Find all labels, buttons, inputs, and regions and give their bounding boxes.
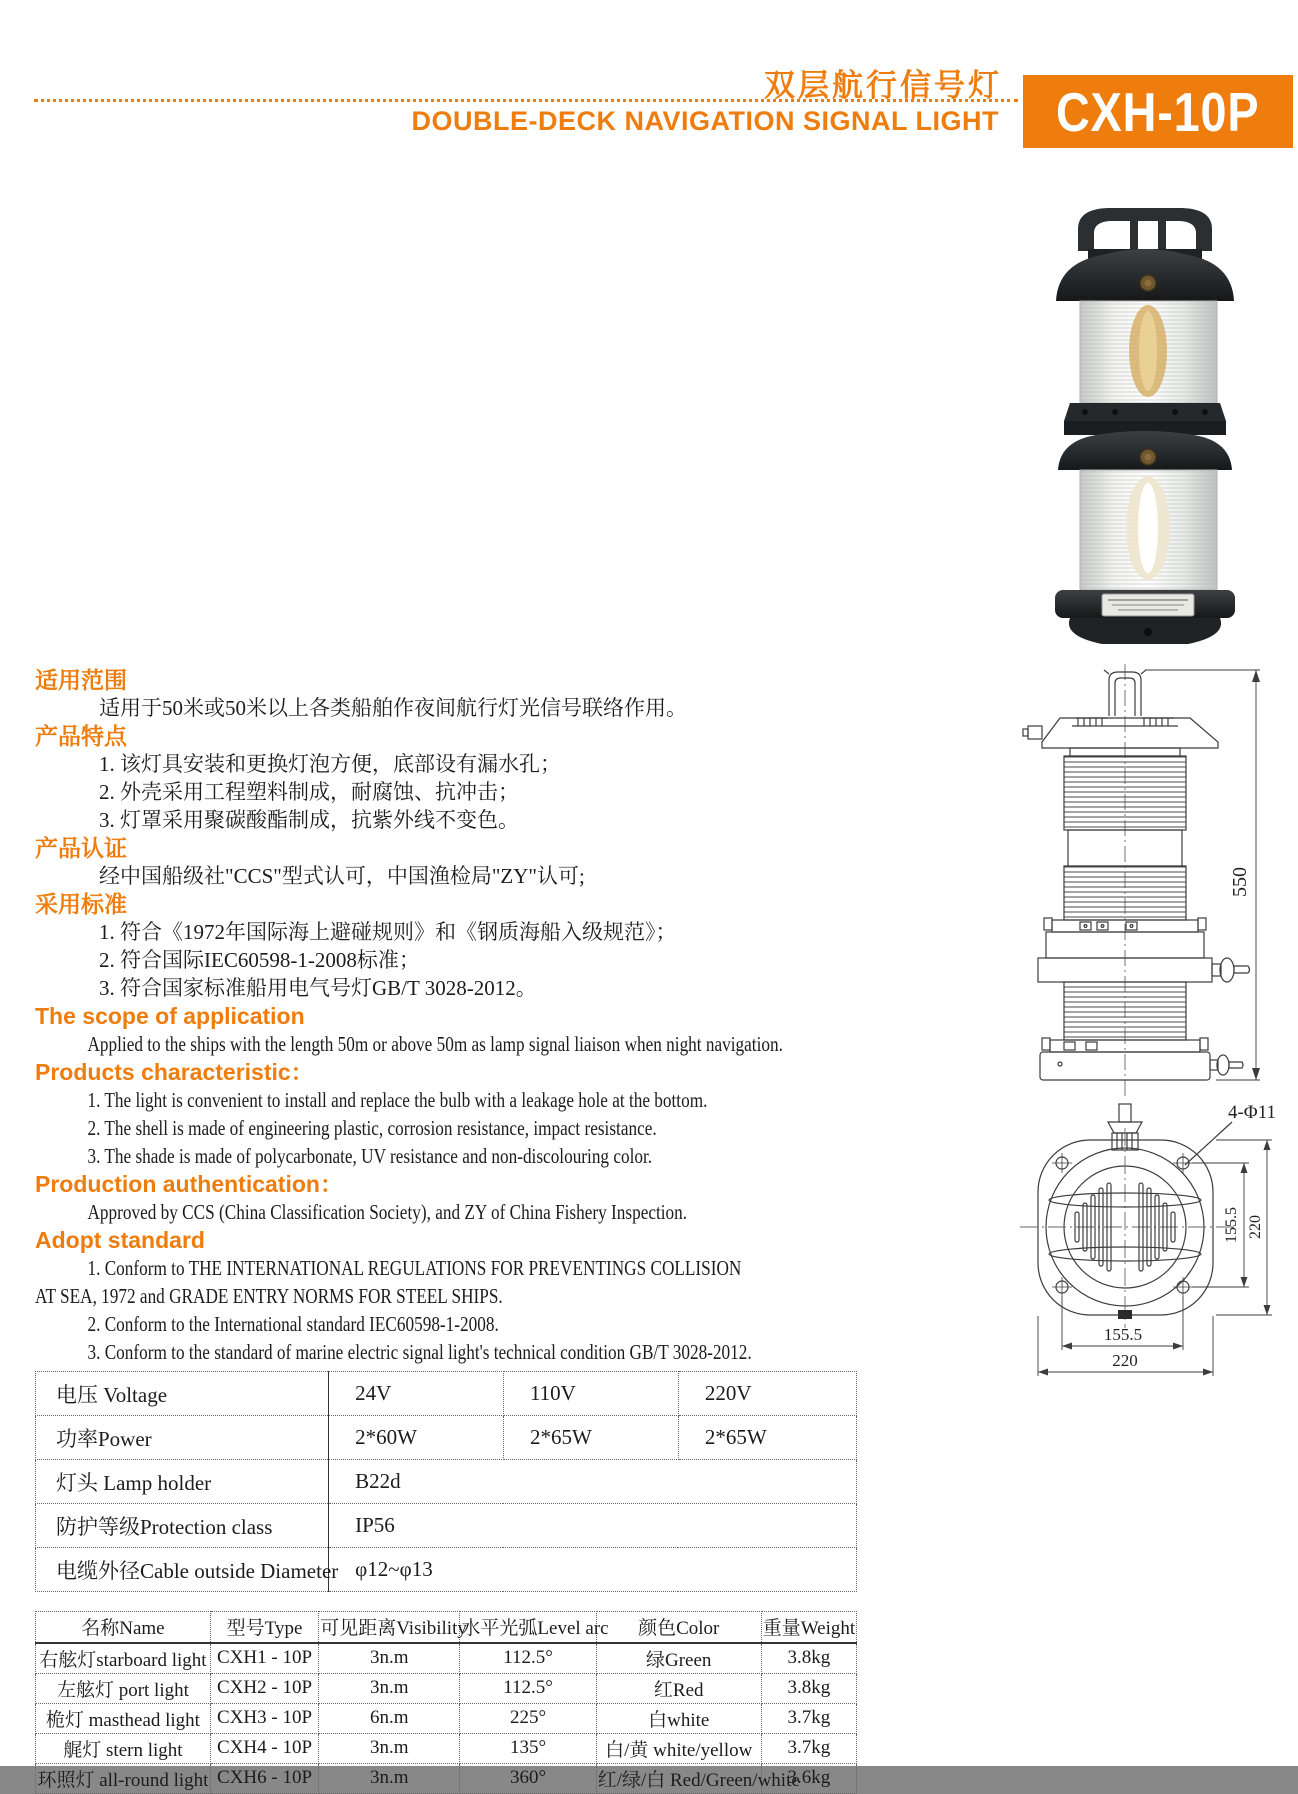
section-heading-standard-cn: 采用标准 <box>35 891 127 917</box>
table-row <box>36 1673 857 1703</box>
header-cell: 重量Weight <box>761 1612 856 1643</box>
cell: 6n.m <box>319 1703 460 1733</box>
cell: 白/黄 white/yellow <box>596 1733 761 1763</box>
section-line: Approved by CCS (China Classification Society), and ZY of China Fishery Inspection. <box>87 1200 688 1224</box>
section-heading-scope-en: The scope of application <box>35 1003 305 1029</box>
section-line: 1. 符合《1972年国际海上避碰规则》和《钢质海船入级规范》； <box>99 920 677 944</box>
cell: CXH1 - 10P <box>210 1643 318 1674</box>
dim-155-right-label: 155.5 <box>1223 1207 1240 1243</box>
section-heading-features-cn: 产品特点 <box>35 723 127 749</box>
header-cell: 型号Type <box>210 1612 318 1643</box>
section-heading-certification-cn: 产品认证 <box>35 835 127 861</box>
cell: 112.5° <box>460 1673 596 1703</box>
cell: CXH4 - 10P <box>210 1733 318 1763</box>
section-heading-standard-en: Adopt standard <box>35 1227 205 1253</box>
header-cell: 可见距离Visibility <box>319 1612 460 1643</box>
cell: 红Red <box>596 1673 761 1703</box>
cell: 3n.m <box>319 1763 460 1793</box>
header-cell: 颜色Color <box>596 1612 761 1643</box>
bottom-view-drawing <box>1020 1100 1280 1390</box>
cell: 左舷灯 port light <box>36 1673 211 1703</box>
electrical-spec-table <box>35 1371 857 1592</box>
cell: 艉灯 stern light <box>36 1733 211 1763</box>
side-view-svg <box>1020 660 1270 1100</box>
section-line: 3. 灯罩采用聚碳酸酯制成，抗紫外线不变色。 <box>99 808 519 832</box>
table-row <box>36 1416 857 1460</box>
cell: 3.6kg <box>761 1763 856 1793</box>
dim-550-label: 550 <box>1229 867 1251 897</box>
cell: 3n.m <box>319 1733 460 1763</box>
section-heading-characteristic-en: Products characteristic： <box>35 1059 314 1085</box>
bottom-view-svg <box>1020 1100 1280 1390</box>
spec-value: IP56 <box>329 1504 857 1548</box>
section-line: 2. The shell is made of engineering plastic, corrosion resistance, impact resistance. <box>87 1116 657 1140</box>
section-line: 1. Conform to THE INTERNATIONAL REGULATIONS FOR PREVENTINGS COLLISION <box>87 1256 742 1280</box>
header-cell: 名称Name <box>36 1612 211 1643</box>
table-row <box>36 1733 857 1763</box>
model-variants-table <box>35 1611 857 1794</box>
cell: 3n.m <box>319 1643 460 1674</box>
cell: 3n.m <box>319 1673 460 1703</box>
section-line: 1. The light is convenient to install and replace the bulb with a leakage hole at the bottom. <box>87 1088 708 1112</box>
section-line: 适用于50米或50米以上各类船舶作夜间航行灯光信号联络作用。 <box>99 696 687 720</box>
model-number: CXH-10P <box>1056 80 1260 143</box>
section-heading-scope-cn: 适用范围 <box>35 667 127 693</box>
dim-holes-label: 4-Φ11 <box>1227 1102 1277 1123</box>
table-header-row <box>36 1612 857 1643</box>
spec-value: 110V <box>503 1372 678 1416</box>
dim-220-bottom-label: 220 <box>1112 1351 1138 1370</box>
spec-value: 220V <box>678 1372 856 1416</box>
cell: CXH6 - 10P <box>210 1763 318 1793</box>
spec-label: 防护等级Protection class <box>36 1504 329 1548</box>
spec-value: φ12~φ13 <box>329 1548 857 1592</box>
table-row <box>36 1643 857 1674</box>
table-row <box>36 1763 857 1793</box>
model-badge <box>1023 75 1293 148</box>
spec-label: 电压 Voltage <box>36 1372 329 1416</box>
cell: 360° <box>460 1763 596 1793</box>
product-photo <box>1040 195 1250 655</box>
spec-label: 灯头 Lamp holder <box>36 1460 329 1504</box>
cell: 3.8kg <box>761 1673 856 1703</box>
cell: 3.7kg <box>761 1703 856 1733</box>
table-row <box>36 1372 857 1416</box>
dim-155-bottom-label: 155.5 <box>1103 1325 1143 1344</box>
cell: CXH3 - 10P <box>210 1703 318 1733</box>
cell: 绿Green <box>596 1643 761 1674</box>
cell: CXH2 - 10P <box>210 1673 318 1703</box>
section-line: Applied to the ships with the length 50m or above 50m as lamp signal liaison when night navigation. <box>87 1032 783 1056</box>
dim-220-right-label: 220 <box>1247 1215 1264 1239</box>
cell: 225° <box>460 1703 596 1733</box>
spec-value: 2*65W <box>678 1416 856 1460</box>
spec-value: B22d <box>329 1460 857 1504</box>
section-line: 经中国船级社"CCS"型式认可，中国渔检局"ZY"认可; <box>99 864 585 888</box>
spec-value: 2*65W <box>503 1416 678 1460</box>
section-line: 3. 符合国家标准船用电气号灯GB/T 3028-2012。 <box>99 976 537 1000</box>
page-title-english: DOUBLE-DECK NAVIGATION SIGNAL LIGHT <box>411 106 999 136</box>
cell: 3.7kg <box>761 1733 856 1763</box>
cell: 3.8kg <box>761 1643 856 1674</box>
cell: 112.5° <box>460 1643 596 1674</box>
page-title-chinese: 双层航行信号灯 <box>764 68 1002 103</box>
section-heading-authentication-en: Production authentication： <box>35 1171 343 1197</box>
cell: 环照灯 all-round light <box>36 1763 211 1793</box>
cell: 右舷灯starboard light <box>36 1643 211 1674</box>
navigation-light-photo <box>1040 195 1250 655</box>
cell: 红/绿/白 Red/Green/white <box>596 1763 761 1793</box>
table-row <box>36 1460 857 1504</box>
table-row <box>36 1548 857 1592</box>
section-line: 3. Conform to the standard of marine electric signal light's technical condition GB/T 3028-2012. <box>87 1340 752 1364</box>
spec-label: 电缆外径Cable outside Diameter <box>36 1548 329 1592</box>
header-cell: 水平光弧Level arc <box>460 1612 596 1643</box>
sections-column <box>35 666 865 1366</box>
side-view-drawing <box>1020 660 1270 1100</box>
dotted-divider <box>34 99 1018 102</box>
section-line: 2. 符合国际IEC60598-1-2008标准； <box>99 948 420 972</box>
section-line: 3. The shade is made of polycarbonate, UV resistance and non-discolouring color. <box>87 1144 653 1168</box>
section-line: 2. Conform to the International standard IEC60598-1-2008. <box>87 1312 499 1336</box>
spec-value: 24V <box>329 1372 504 1416</box>
table-row <box>36 1703 857 1733</box>
section-line: AT SEA, 1972 and GRADE ENTRY NORMS FOR STEEL SHIPS. <box>35 1284 503 1308</box>
table-row <box>36 1504 857 1548</box>
cell: 135° <box>460 1733 596 1763</box>
spec-value: 2*60W <box>329 1416 504 1460</box>
section-line: 1. 该灯具安装和更换灯泡方便，底部设有漏水孔； <box>99 752 561 776</box>
section-line: 2. 外壳采用工程塑料制成，耐腐蚀、抗冲击； <box>99 780 519 804</box>
cell: 白white <box>596 1703 761 1733</box>
spec-label: 功率Power <box>36 1416 329 1460</box>
cell: 桅灯 masthead light <box>36 1703 211 1733</box>
